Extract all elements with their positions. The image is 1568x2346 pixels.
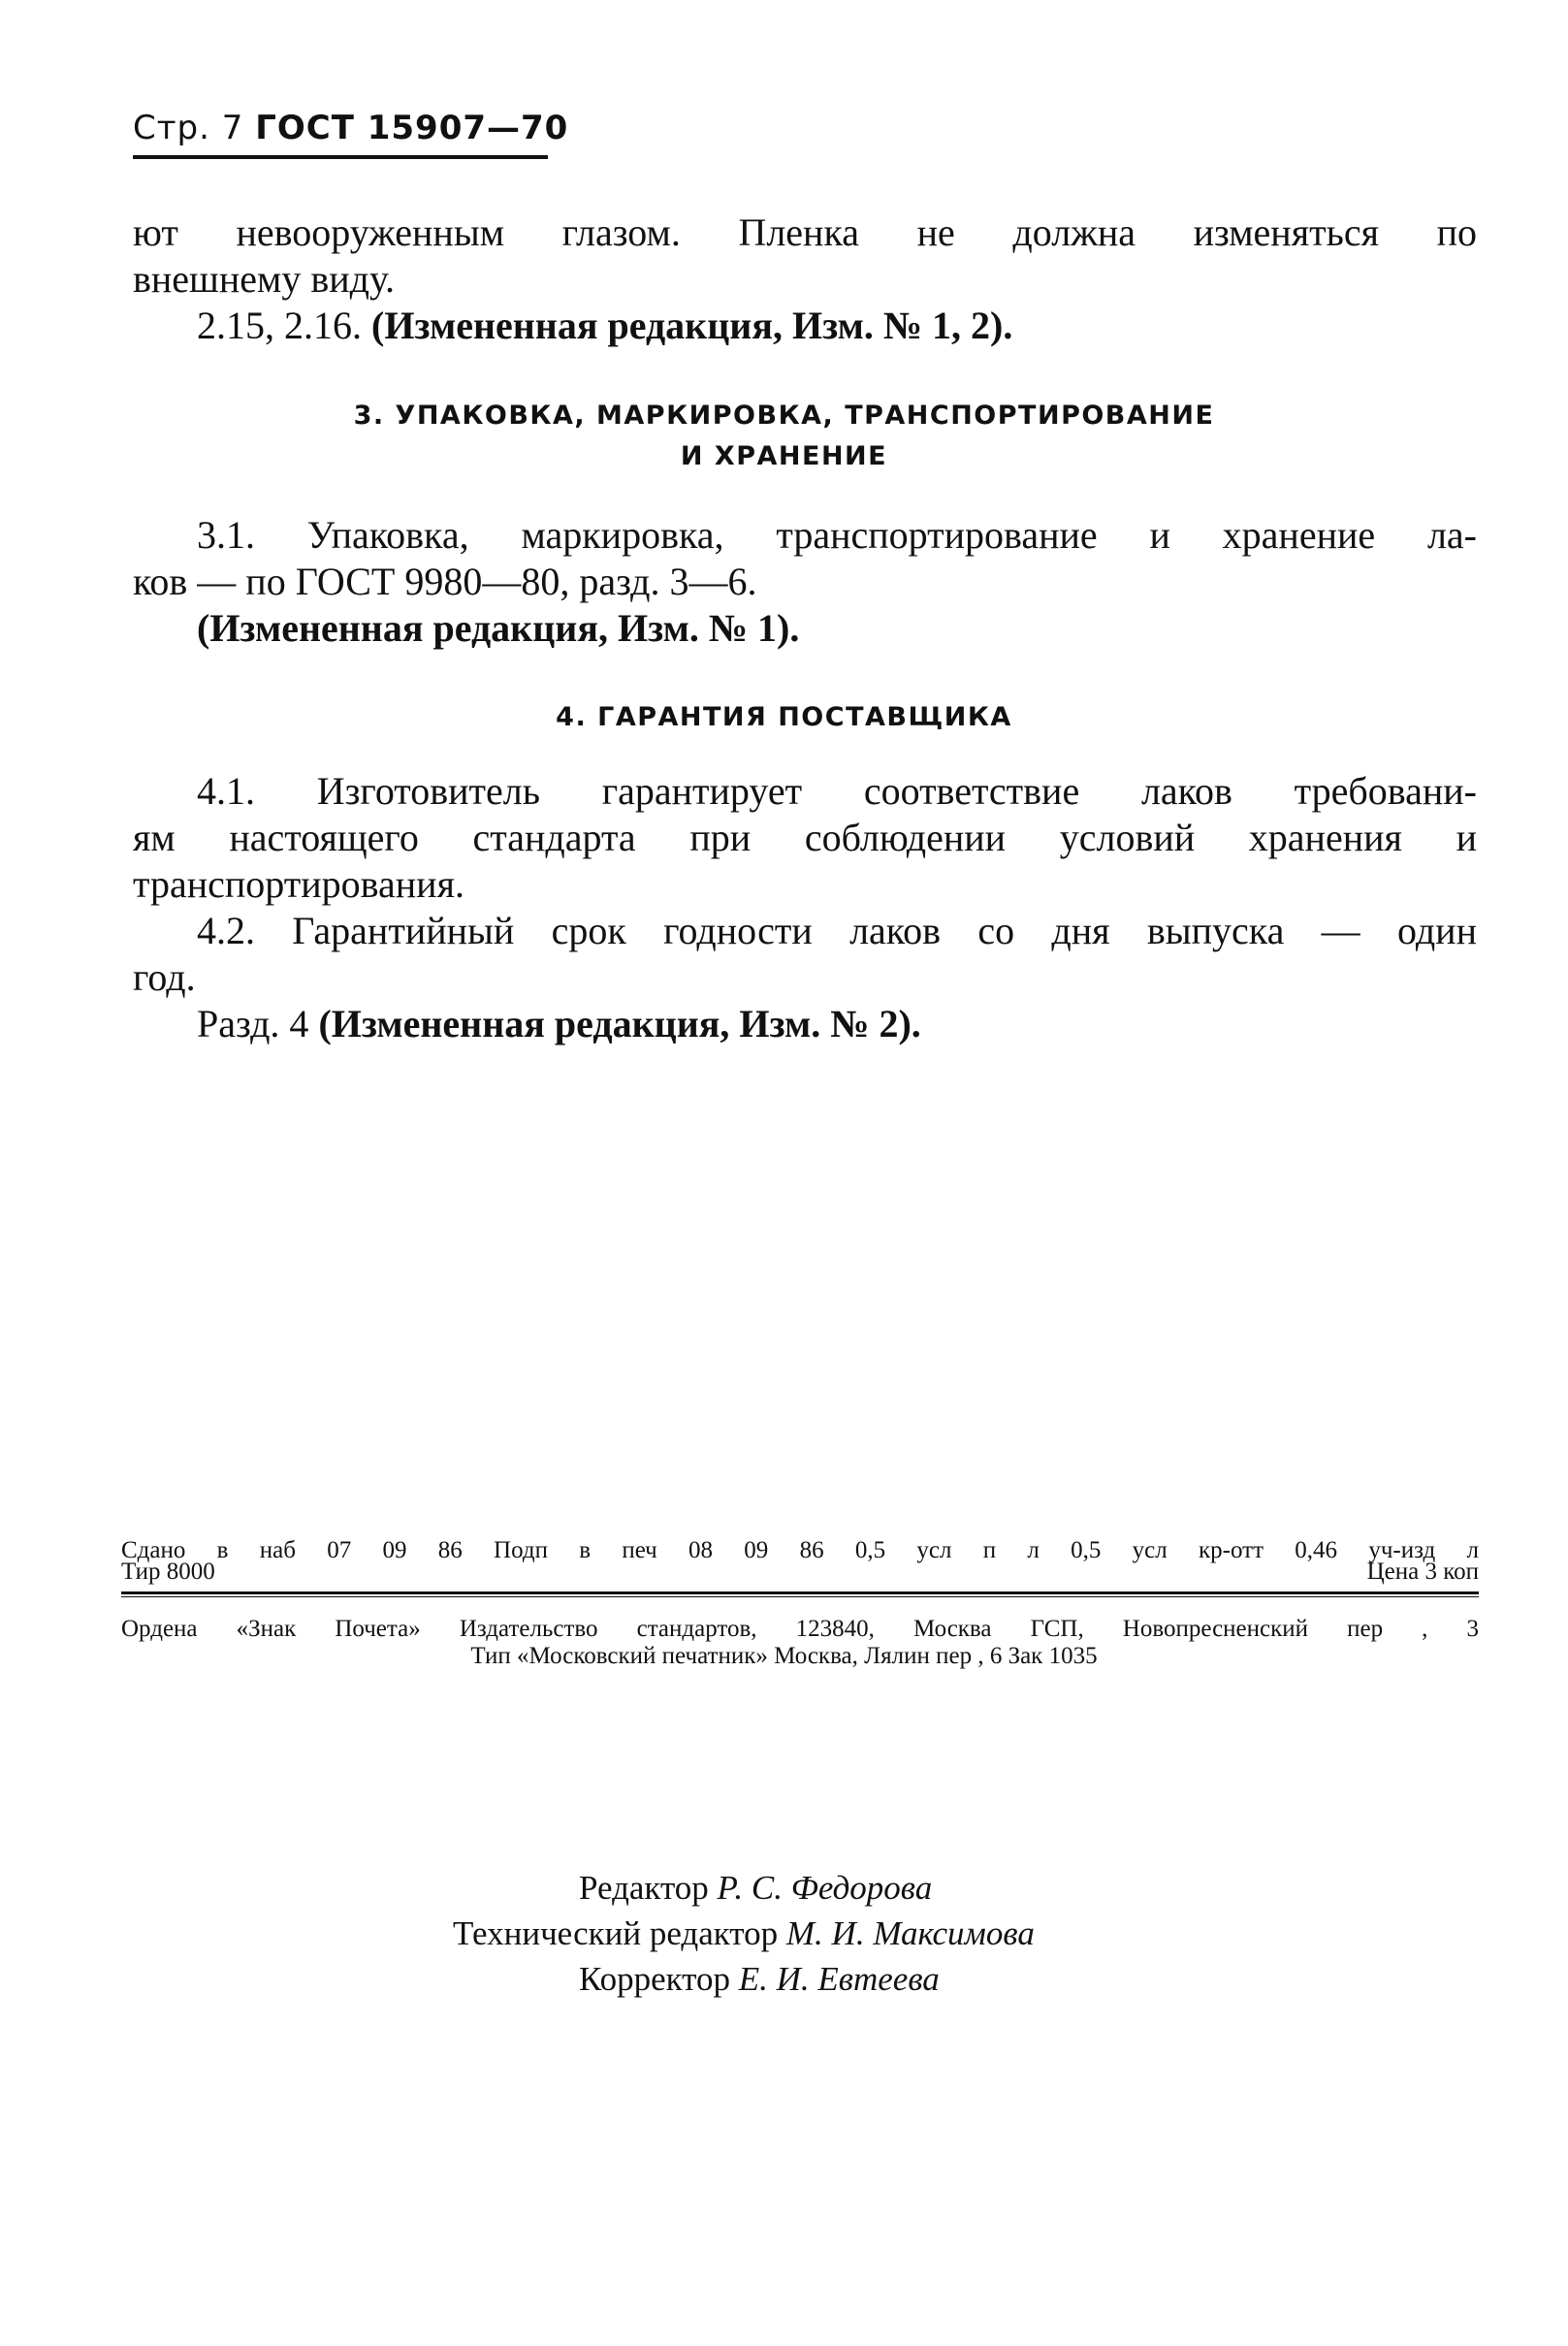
imprint-production-dates: Сдано в наб 07 09 86 Подп в печ 08 09 86 0,5 усл п л 0,5 усл кр-отт 0,46 уч-изд л [121,1537,1479,1563]
corrector-credit [579,1956,940,2002]
section-4-amendment [197,1001,921,1047]
section-3-amendment-note: (Измененная редакция, Изм. № 1). [197,606,800,650]
technical-editor-role: Технический редактор [453,1914,779,1952]
imprint-price: Цена 3 коп [1366,1559,1479,1585]
clause-4-1-line-2: ям настоящего стандарта при соблюдении условий хранения и [133,816,1477,859]
editor-name: Р. С. Федорова [717,1869,933,1907]
clause-3-1-line-1: 3.1. Упаковка, маркировка, транспортирование и хранение ла- [197,513,1477,557]
publisher-line-2: Тип «Московский печатник» Москва, Лялин пер , 6 Зак 1035 [470,1643,1098,1669]
clause-4-2-line-1: 4.2. Гарантийный срок годности лаков со дня выпуска — один [197,909,1477,952]
imprint-rule-thin [121,1596,1479,1597]
page-number: Стр. 7 [133,109,244,147]
imprint-rule [121,1591,1479,1594]
technical-editor-credit [453,1911,1035,1956]
section-4-heading: 4. ГАРАНТИЯ ПОСТАВЩИКА [556,702,1012,732]
intro-line-2: внешнему виду. [133,257,395,301]
corrector-role: Корректор [579,1960,731,1998]
publisher-line-1: Ордена «Знак Почета» Издательство стандартов, 123840, Москва ГСП, Новопресненский пер , 3 [121,1616,1479,1642]
technical-editor-name: М. И. Максимова [785,1914,1035,1952]
amendment-note: (Измененная редакция, Изм. № 1, 2). [371,304,1013,347]
imprint-print-run: Тир 8000 [121,1559,215,1585]
section-3-heading-line-1: 3. УПАКОВКА, МАРКИРОВКА, ТРАНСПОРТИРОВАНИЕ [353,401,1215,431]
clause-4-1-line-3: транспортирования. [133,862,464,906]
amendment-reference: Разд. 4 [197,1002,309,1045]
standard-number: ГОСТ 15907—70 [255,109,569,147]
clause-4-2-line-2: год. [133,955,196,999]
editor-credit [579,1865,932,1911]
editor-role: Редактор [579,1869,709,1907]
amendment-reference: 2.15, 2.16. [197,304,362,347]
amendment-note: (Измененная редакция, Изм. № 2). [318,1002,921,1045]
header-rule [133,155,548,159]
intro-line-1: ют невооруженным глазом. Пленка не должна изменяться по [133,210,1477,254]
corrector-name: Е. И. Евтеева [738,1960,940,1998]
clause-4-1-line-1: 4.1. Изготовитель гарантирует соответствие лаков требовани- [197,769,1477,813]
section-3-heading-line-2: И ХРАНЕНИЕ [680,441,888,471]
page-header [133,109,568,147]
intro-amendment [197,303,1012,349]
clause-3-1-line-2: ков — по ГОСТ 9980—80, разд. 3—6. [133,560,757,603]
